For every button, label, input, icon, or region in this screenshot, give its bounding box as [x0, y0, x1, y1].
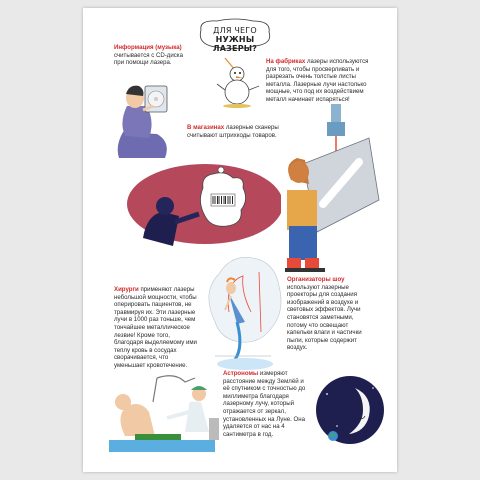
text-shops	[187, 124, 283, 139]
cd-reader-illustration	[105, 76, 177, 160]
snowman-illustration	[215, 56, 263, 110]
laser-cutting-illustration	[283, 104, 387, 282]
body-astronomers: измеряют расстояние между Землёй и её спутником с точностью до миллиметра благодаря лазерному лучу, который отражается от зеркал, установленных на Луне. Она удаляется от нас на 4 сантиметра в год.	[223, 370, 306, 438]
book-page	[83, 8, 397, 472]
body-surgeons: применяют лазеры небольшой мощности, чтобы оперировать пациентов, не травмируя их. Эти лазерные лучи в 1000 раз тоньше, чем тончайшее металлическое лезвие! Кроме того, благодаря выделяемому ими теплу кровь в сосудах сворачивается, что уменьшает кровотечение.	[114, 286, 197, 369]
barcode-icon	[211, 194, 235, 206]
highlight-surgeons: Хирурги	[114, 286, 139, 293]
text-factory	[266, 58, 374, 104]
body-music: считывается с CD-диска при помощи лазера.	[114, 51, 184, 67]
body-show: используют лазерные проекторы для создания изображений в воздухе и световых эффектов. Лучи становятся заметными, потому что освещают капельки влаги и частички пыли, которые содержит воздух.	[287, 283, 362, 352]
highlight-music: Информация (музыка)	[114, 44, 182, 51]
title-line-1: ДЛЯ ЧЕГО	[213, 26, 257, 35]
text-astronomers	[223, 370, 311, 438]
text-surgeons	[114, 286, 200, 370]
highlight-shops: В магазинах	[187, 124, 225, 131]
page-title	[195, 18, 275, 52]
highlight-show: Организаторы шоу	[287, 276, 345, 283]
title-line-2: НУЖНЫ ЛАЗЕРЫ?	[212, 35, 258, 53]
surgery-illustration	[105, 372, 223, 454]
moon-illustration	[315, 374, 385, 446]
body-shops: лазерные сканеры считывают штрихкоды товаров.	[187, 124, 279, 139]
text-show	[287, 276, 375, 352]
highlight-astronomers: Астрономы	[223, 370, 259, 377]
body-factory: лазеры используются для того, чтобы просверливать и разрезать очень толстые листы металла. Лазерные лучи настолько мощные, что под их воздействием металл начинает испаряться!	[266, 58, 369, 103]
text-music	[114, 44, 184, 67]
laser-show-illustration	[201, 252, 285, 372]
barcode-scene-illustration	[113, 156, 281, 252]
highlight-factory: На фабриках	[266, 58, 306, 65]
